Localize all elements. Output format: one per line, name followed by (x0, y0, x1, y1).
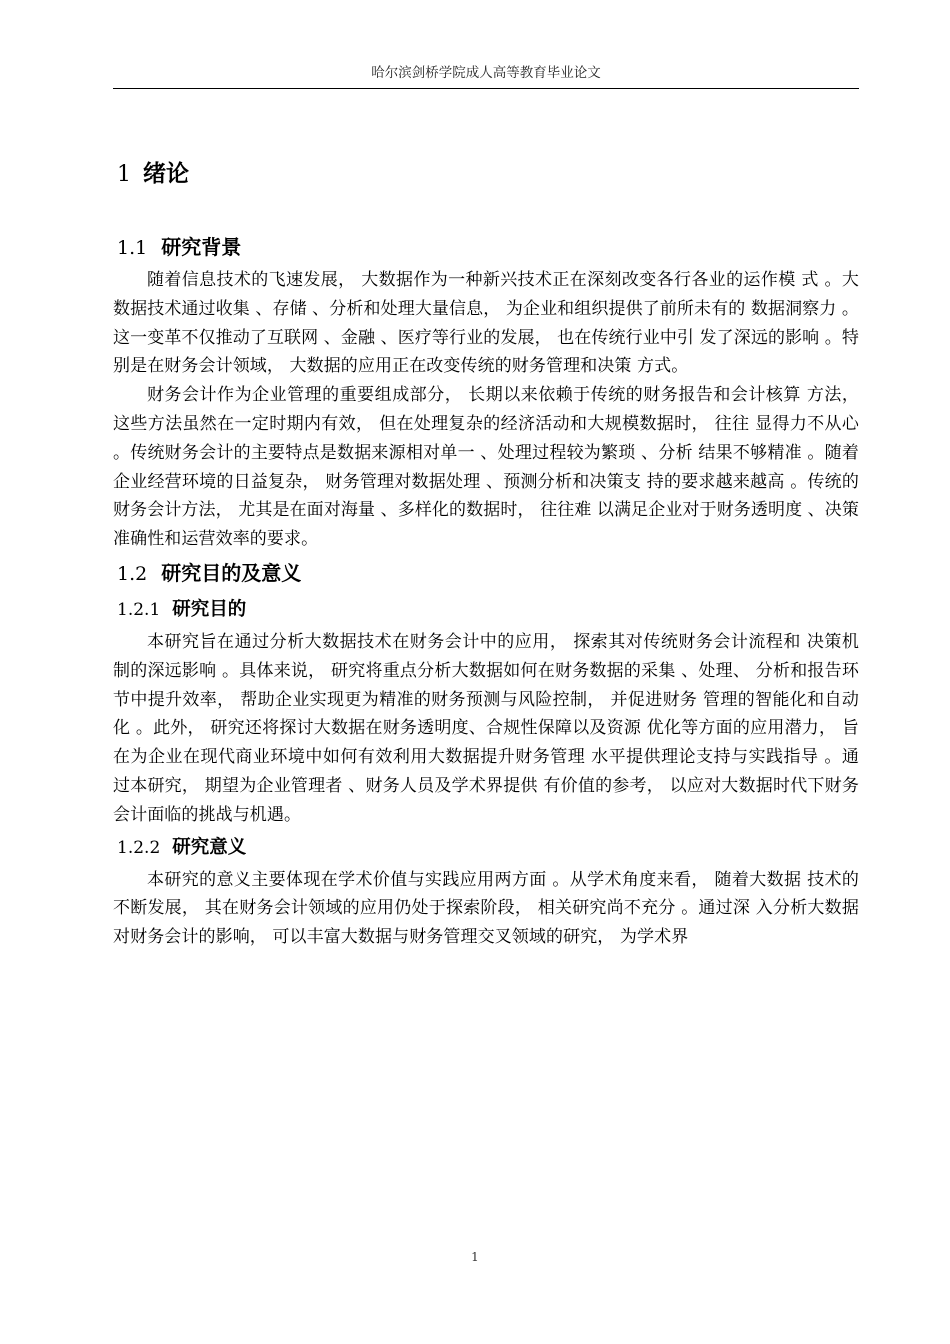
section-title: 研究目的及意义 (161, 560, 302, 585)
page-content (113, 150, 859, 952)
chapter-title: 绪论 (143, 161, 189, 187)
section-number: 1.2 (117, 562, 148, 585)
subsection-number: 1.2.1 (117, 599, 161, 620)
chapter-heading (113, 150, 859, 198)
subsection-title: 研究目的 (172, 598, 247, 620)
section-number: 1.1 (117, 237, 148, 259)
subsection-number: 1.2.2 (117, 837, 161, 858)
header-rule (113, 88, 859, 89)
paragraph-significance: 本研究的意义主要体现在学术价值与实践应用两方面 。从学术角度来看， 随着大数据 技术的不断发展， 其在财务会计领域的应用仍处于探索阶段， 相关研究尚不充分 。通过深 入分析大数据对财务会计的影响， 可以丰富大数据与财务管理交叉领域的研究， 为学术界 (113, 869, 859, 948)
subsection-title: 研究意义 (172, 836, 247, 858)
subsection-heading-1-2-2 (113, 830, 859, 866)
subsection-heading-1-2-1 (113, 592, 859, 628)
section-heading-1-1 (113, 228, 859, 266)
paragraph-purpose: 本研究旨在通过分析大数据技术在财务会计中的应用， 探索其对传统财务会计流程和 决策机制的深远影响 。具体来说， 研究将重点分析大数据如何在财务数据的采集 、处理、 分析和报告环节中提升效率， 帮助企业实现更为精准的财务预测与风险控制， 并促进财务 管理的智能化和自动化 。此外， 研究还将探讨大数据在财务透明度、合规性保障以及资源 优化等方面的应用潜力， 旨在为企业在现代商业环境中如何有效利用大数据提升财务管理 水平提供理论支持与实践指导 。通过本研究， 期望为企业管理者 、财务人员及学术界提供 有价值的参考， 以应对大数据时代下财务会计面临的挑战与机遇。 (113, 631, 859, 825)
page-number: 1 (471, 1250, 479, 1264)
chapter-number: 1 (117, 162, 131, 187)
running-header: 哈尔滨剑桥学院成人高等教育毕业论文 (371, 65, 601, 81)
paragraph-background-2: 财务会计作为企业管理的重要组成部分， 长期以来依赖于传统的财务报告和会计核算 方法， 这些方法虽然在一定时期内有效， 但在处理复杂的经济活动和大规模数据时， 往往 显得力不从心 。传统财务会计的主要特点是数据来源相对单一 、处理过程较为繁琐 、分析 结果不够精准 。随着企业经营环境的日益复杂， 财务管理对数据处理 、预测分析和决策支 持的要求越来越高 。传统的财务会计方法， 尤其是在面对海量 、多样化的数据时， 往往难 以满足企业对于财务透明度 、决策准确性和运营效率的要求。 (113, 385, 859, 550)
section-title: 研究背景 (161, 235, 242, 259)
paragraph-background-1: 随着信息技术的飞速发展， 大数据作为一种新兴技术正在深刻改变各行各业的运作模 式 。大数据技术通过收集 、存储 、分析和处理大量信息， 为企业和组织提供了前所未有的 数据洞察力 。这一变革不仅推动了互联网 、金融 、医疗等行业的发展， 也在传统行业中引 发了深远的影响 。特别是在财务会计领域， 大数据的应用正在改变传统的财务管理和决策 方式。 (113, 270, 859, 377)
section-heading-1-2 (113, 554, 859, 592)
